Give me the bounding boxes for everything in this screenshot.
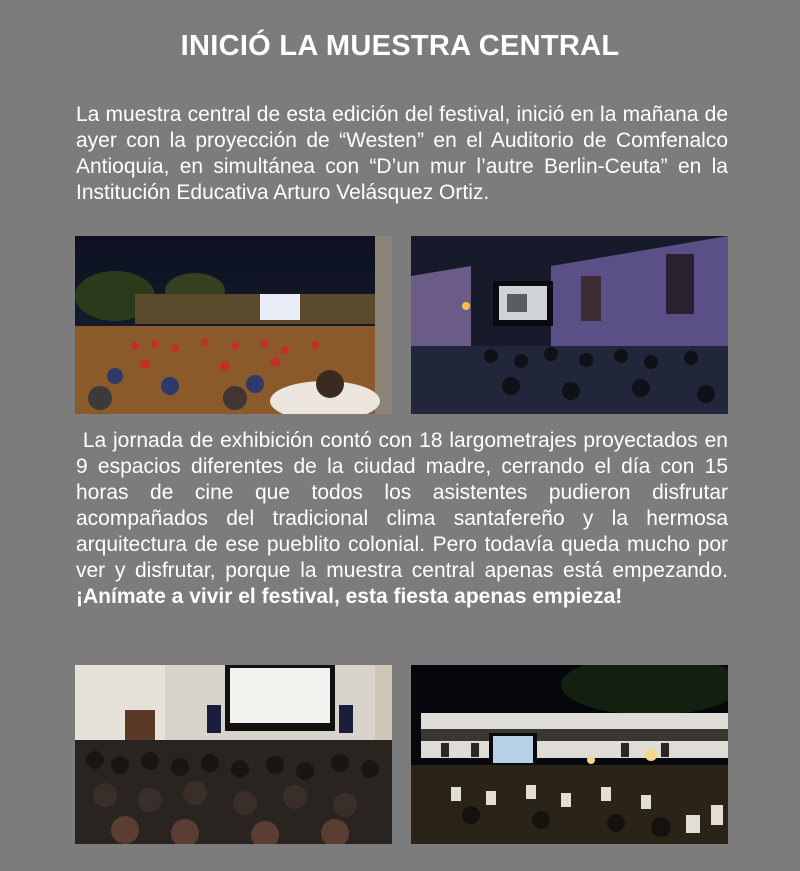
page-title: INICIÓ LA MUESTRA CENTRAL	[180, 30, 620, 62]
photo-courtyard-night-screening	[411, 665, 728, 844]
intro-paragraph: La muestra central de esta edición del festival, inició en la mañana de ayer con la proyección de “Westen” en el Auditorio de Comfenalco Antioquia, en simultánea con “D’un mur l’autre Berlin-Ceuta” en la Institución Educativa Arturo Velásquez Ortiz.	[76, 103, 728, 204]
body-paragraph-text: La jornada de exhibición contó con 18 largometrajes proyectados en 9 espacios diferentes de la ciudad madre, cerrando el día con 15 horas de cine que todos los asistentes pudieron disfrutar acompañados del tradicional clima santafereño y la hermosa arquitectura de ese pueblito colonial. Pero todavía queda mucho por ver y disfrutar, porque la muestra central apenas está empezando.	[76, 429, 728, 582]
body-paragraph	[76, 428, 728, 610]
photo-street-night-screening	[411, 236, 728, 414]
photo-auditorium-screening	[75, 665, 392, 844]
call-to-action: ¡Anímate a vivir el festival, esta fiesta apenas empieza!	[76, 585, 623, 608]
photo-outdoor-plaza-screening	[75, 236, 392, 414]
